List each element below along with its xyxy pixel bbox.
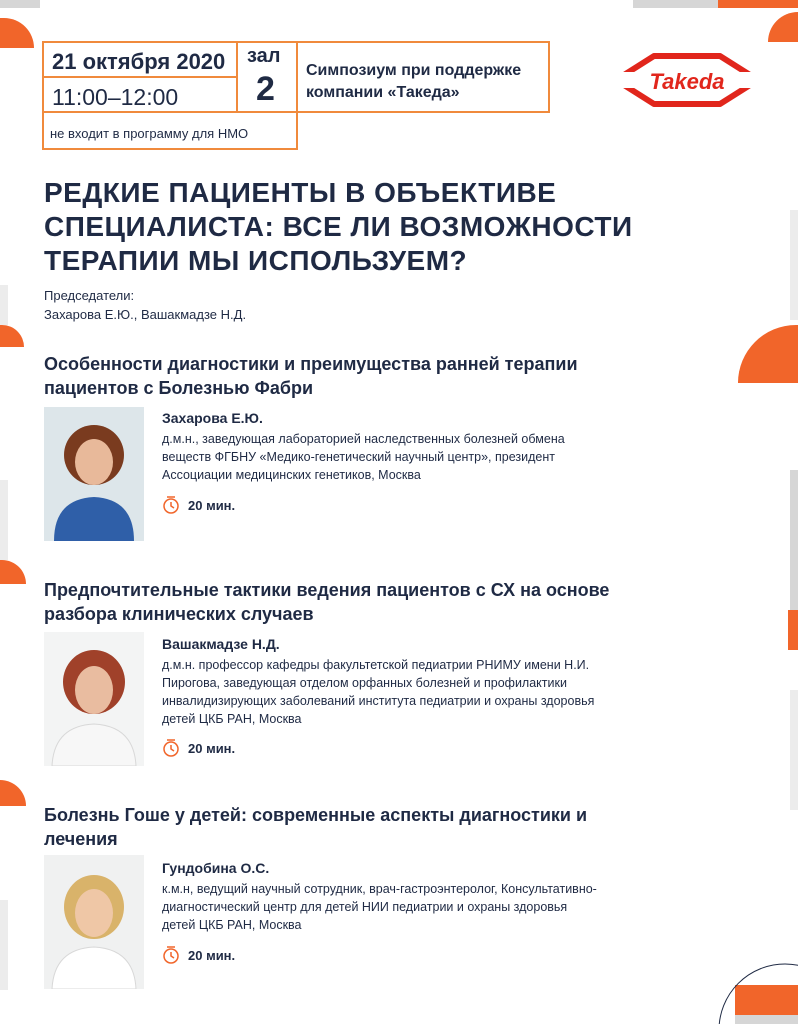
speaker-photo	[44, 855, 144, 989]
edge-decor-right-4	[788, 610, 798, 650]
speaker-description: к.м.н, ведущий научный сотрудник, врач-гастроэнтеролог, Консультативно-диагностический центр для детей НИИ педиатрии и охраны здоровья детей ЦКБ РАН, Москва	[162, 882, 597, 932]
corner-decor-top-left	[0, 0, 40, 8]
speaker-description: д.м.н. профессор кафедры факультетской педиатрии РНИМУ имени Н.И. Пирогова, заведующая отделом орфанных болезней и профилактики инвалидизирующих заболеваний института педиатрии и охраны здоровья детей ЦКБ РАН, Москва	[162, 658, 595, 726]
takeda-logo	[612, 52, 762, 108]
edge-decor-left-6	[0, 900, 8, 990]
speaker-description: д.м.н., заведующая лабораторией наследственных болезней обмена веществ ФГБНУ «Медико-генетический научный центр», президент Ассоциации медицинских генетиков, Москва	[162, 432, 565, 482]
edge-decor-right-3	[790, 470, 798, 610]
edge-decor-left-1	[0, 285, 8, 325]
edge-decor-left-2	[0, 325, 24, 347]
hall-number: 2	[256, 70, 275, 108]
circle-decor-bottom-right	[705, 960, 798, 1024]
symposium-title: РЕДКИЕ ПАЦИЕНТЫ В ОБЪЕКТИВЕ СПЕЦИАЛИСТА: ВСЕ ЛИ ВОЗМОЖНОСТИ ТЕРАПИИ МЫ ИСПОЛЬЗУЕМ?	[44, 177, 633, 276]
duration-text: 20 мин.	[188, 497, 236, 513]
edge-decor-right-5	[790, 690, 798, 810]
edge-decor-left-3	[0, 480, 8, 560]
duration-text: 20 мин.	[188, 947, 236, 963]
corner-decor-top-right-2	[718, 0, 798, 8]
corner-decor-top-right-1	[633, 0, 718, 8]
speaker-name: Захарова Е.Ю.	[162, 410, 263, 426]
edge-decor-right-1	[790, 210, 798, 320]
edge-decor-right-2	[738, 325, 798, 383]
speaker-photo	[44, 407, 144, 541]
session-time: 11:00–12:00	[52, 84, 179, 110]
talk-title: Предпочтительные тактики ведения пациентов с СХ на основе разбора клинических случаев	[44, 580, 610, 624]
duration-text: 20 мин.	[188, 740, 236, 756]
symposium-sponsor: Симпозиум при поддержке компании «Такеда»	[306, 62, 522, 101]
talk-duration	[162, 495, 235, 515]
clock-icon	[162, 739, 180, 757]
logo-text: Takeda	[649, 69, 725, 94]
nmo-note: не входит в программу для НМО	[50, 126, 249, 141]
speaker-name: Гундобина О.С.	[162, 860, 270, 876]
corner-decor-right-top	[768, 12, 798, 42]
edge-decor-left-5	[0, 780, 26, 806]
clock-icon	[162, 496, 180, 514]
talk-duration	[162, 945, 235, 965]
corner-decor-left-top	[0, 18, 34, 48]
session-date: 21 октября 2020	[52, 49, 226, 74]
talk-title: Особенности диагностики и преимущества ранней терапии пациентов с Болезнью Фабри	[44, 354, 578, 398]
speaker-name: Вашакмадзе Н.Д.	[162, 636, 280, 652]
chairs-label: Председатели:	[44, 288, 135, 303]
hall-label: зал	[247, 45, 281, 67]
edge-decor-left-4	[0, 560, 26, 584]
clock-icon	[162, 946, 180, 964]
chairs-names: Захарова Е.Ю., Вашакмадзе Н.Д.	[44, 307, 247, 322]
speaker-photo	[44, 632, 144, 766]
talk-duration	[162, 738, 235, 758]
talk-title: Болезнь Гоше у детей: современные аспекты диагностики и лечения	[44, 805, 588, 849]
